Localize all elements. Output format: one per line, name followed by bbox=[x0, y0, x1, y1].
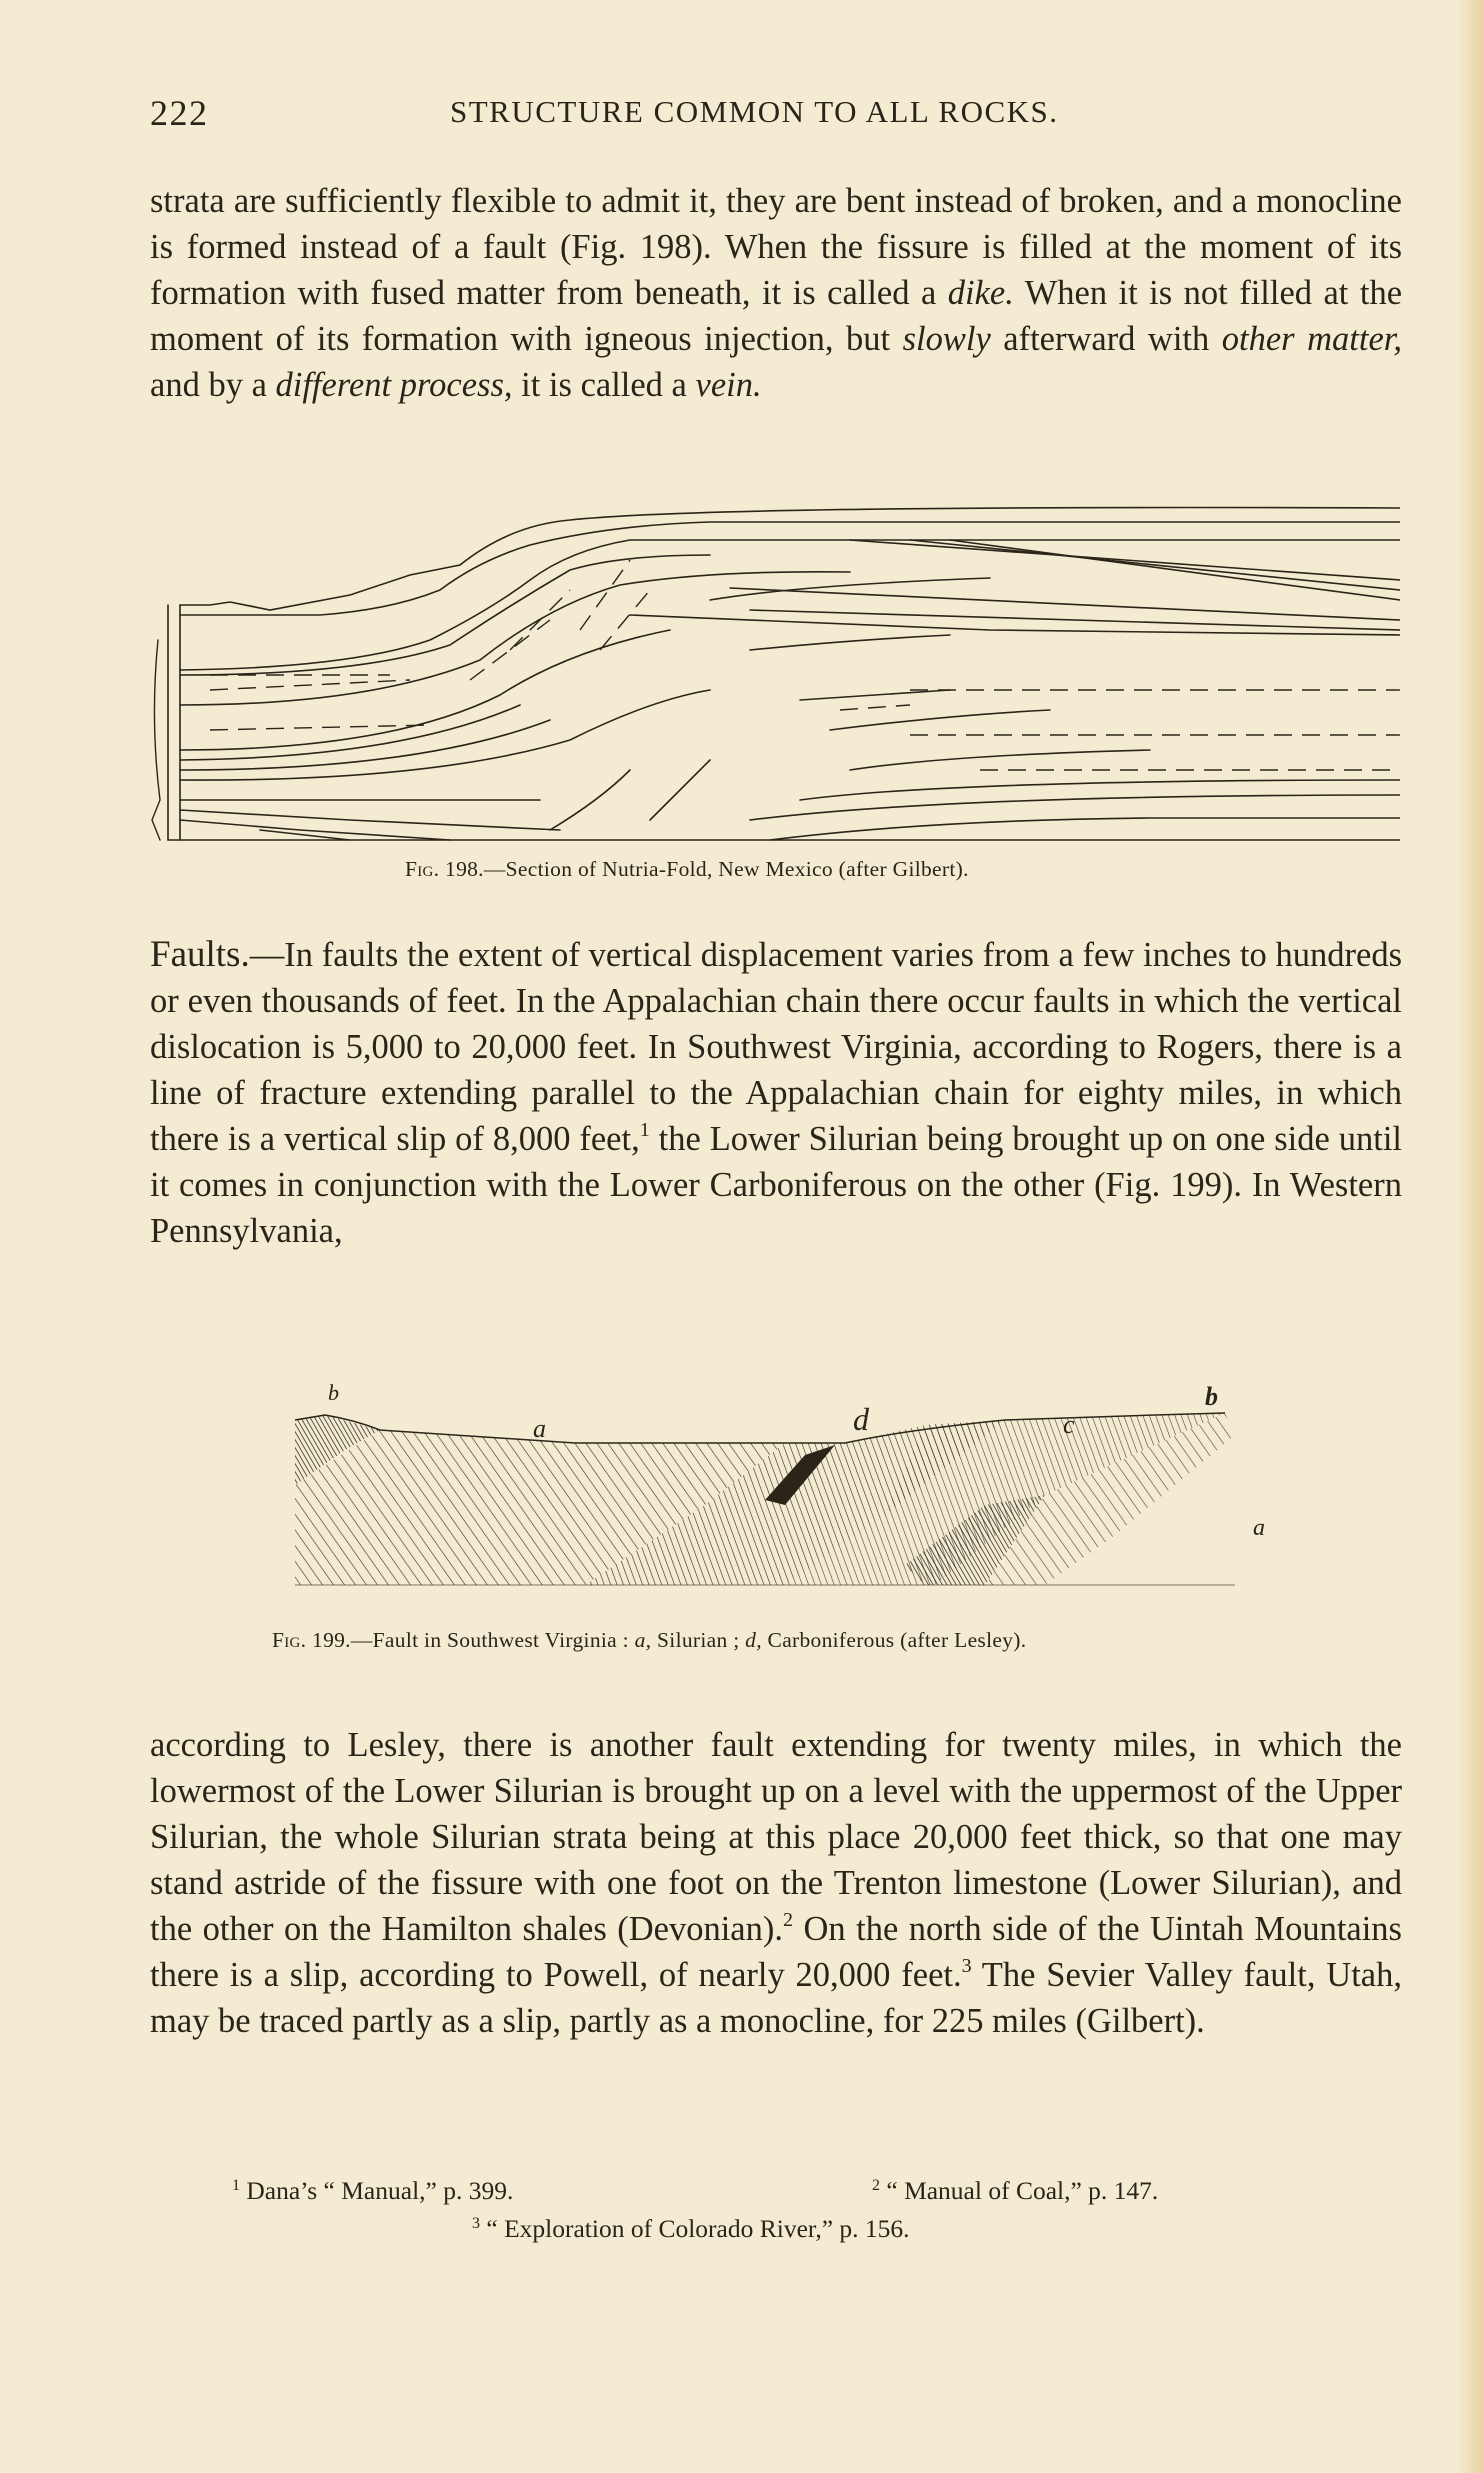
figure-198-caption bbox=[405, 857, 969, 882]
page-edge bbox=[1457, 0, 1483, 2473]
paragraph-text bbox=[150, 932, 1402, 1254]
figure-199-fault bbox=[285, 1375, 1285, 1605]
term-vein: vein. bbox=[695, 366, 762, 404]
footnote-text: “ Manual of Coal,” p. 147. bbox=[886, 2176, 1159, 2205]
paragraph-text bbox=[150, 178, 1402, 408]
label-b-left: b bbox=[328, 1380, 339, 1405]
text-run: it is called a bbox=[512, 366, 696, 404]
label-a-right: a bbox=[1253, 1515, 1265, 1541]
running-title: STRUCTURE COMMON TO ALL ROCKS. bbox=[450, 94, 1059, 129]
paragraph-dike-vein bbox=[150, 178, 1402, 408]
emphasis-other-matter: other matter, bbox=[1221, 320, 1402, 358]
caption-label: Fig. 198. bbox=[405, 857, 484, 881]
page-number: 222 bbox=[150, 93, 209, 133]
footnote-1 bbox=[232, 2172, 513, 2210]
footnote-text: “ Exploration of Colorado River,” p. 156. bbox=[486, 2214, 910, 2243]
caption-key-a: a, bbox=[634, 1628, 652, 1652]
footnote-number: 2 bbox=[872, 2177, 880, 2194]
label-d: d bbox=[853, 1401, 869, 1437]
footnote-3 bbox=[472, 2210, 910, 2248]
caption-text: —Fault in Southwest Virginia : bbox=[350, 1628, 635, 1652]
footnote-number: 1 bbox=[232, 2177, 240, 2194]
paragraph-text bbox=[150, 1722, 1402, 2044]
figure-199-caption bbox=[272, 1628, 1026, 1653]
emphasis-different-process: different process, bbox=[275, 366, 513, 404]
text-run: On the north side of the Uintah Mountains there is a slip, according to Powell, of nearly 20,000 feet. bbox=[150, 1910, 1402, 1994]
footnote-marker: 2 bbox=[782, 1909, 793, 1931]
text-run: according to Lesley, there is another fault extending for twenty miles, in which the lowermost of the Lower Silurian is brought up on a level with the uppermost of the Upper Silurian, the whole Silurian strata being at this place 20,000 feet thick, so that one may stand astride of the fissure with one foot on the Trenton limestone (Lower Silurian), and the other on the Hamilton shales (Devonian). bbox=[150, 1726, 1402, 1948]
text-run: and by a bbox=[150, 366, 276, 404]
figure-198-nutria-fold bbox=[150, 500, 1400, 845]
section-heading-faults: Faults. bbox=[150, 934, 250, 975]
footnote-marker: 1 bbox=[639, 1119, 650, 1141]
caption-text: —Section of Nutria-Fold, New Mexico (after Gilbert). bbox=[483, 857, 969, 881]
label-a-top: a bbox=[533, 1414, 546, 1443]
label-b-right: b bbox=[1205, 1382, 1218, 1411]
footnote-number: 3 bbox=[472, 2215, 480, 2232]
text-run: —In faults the extent of vertical displacement varies from a few inches to hundreds or even thousands of feet. In the Appalachian chain there occur faults in which the vertical dislocation is 5,000 to 20,000 feet. In Southwest Virginia, according to Rogers, there is a line of fracture extending parallel to the Appalachian chain for eighty miles, in which there is a vertical slip of 8,000 feet, bbox=[150, 936, 1402, 1158]
paragraph-lesley-fault bbox=[150, 1722, 1402, 2044]
caption-text: Silurian ; bbox=[651, 1628, 746, 1652]
caption-key-d: d, bbox=[745, 1628, 762, 1652]
text-run: strata are sufficiently flexible to admit it, they are bent instead of broken, and a monocline is formed instead of a fault (Fig. 198). When the fissure is filled at the moment of its formation with fused matter from beneath, it is called a bbox=[150, 182, 1402, 312]
caption-text: Carboniferous (after Lesley). bbox=[761, 1628, 1027, 1652]
footnote-2 bbox=[872, 2172, 1158, 2210]
footnote-text: Dana’s “ Manual,” p. 399. bbox=[246, 2176, 514, 2205]
text-run: the Lower Silurian being brought up on one side until it comes in conjunction with the Lower Carboniferous on the other (Fig. 199). In Western Pennsylvania, bbox=[150, 1120, 1403, 1250]
emphasis-slowly: slowly bbox=[902, 320, 991, 358]
footnote-marker: 3 bbox=[961, 1955, 972, 1977]
paragraph-faults bbox=[150, 932, 1402, 1254]
label-c: c bbox=[1063, 1410, 1075, 1439]
text-run: When it is not filled at the moment of its formation with igneous injection, but bbox=[150, 274, 1403, 358]
text-run: The Sevier Valley fault, Utah, may be traced partly as a slip, partly as a monocline, for 225 miles (Gilbert). bbox=[150, 1956, 1402, 2040]
text-run: afterward with bbox=[990, 320, 1222, 358]
caption-label: Fig. 199. bbox=[272, 1628, 351, 1652]
term-dike: dike. bbox=[947, 274, 1014, 312]
running-header bbox=[150, 92, 1400, 132]
